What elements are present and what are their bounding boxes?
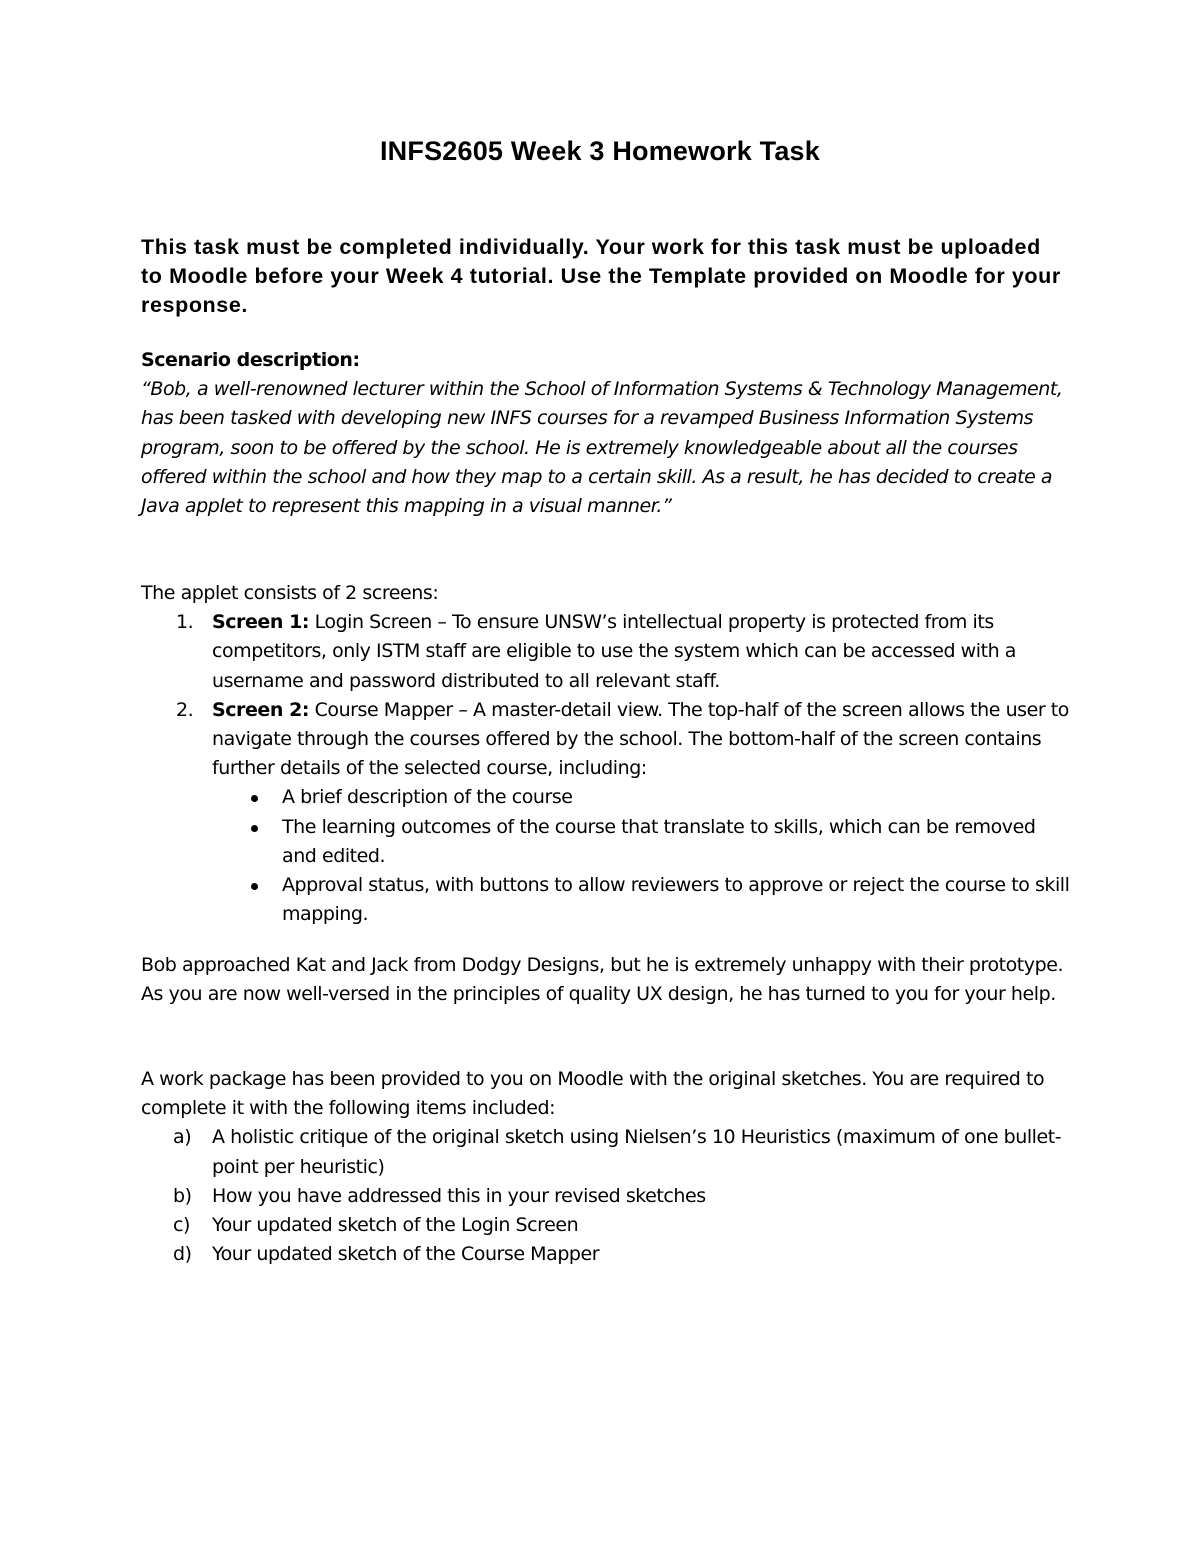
scenario-heading: Scenario description: bbox=[141, 349, 360, 371]
list-item bbox=[141, 871, 1071, 929]
list-letter: b) bbox=[173, 1184, 192, 1207]
list-number: 2. bbox=[176, 698, 194, 721]
work-package-lead: A work package has been provided to you on Moodle with the original sketches. You are required to complete it with the following items included: bbox=[141, 1068, 1045, 1120]
bullet-text: Approval status, with buttons to allow reviewers to approve or reject the course to skill mapping. bbox=[282, 874, 1070, 926]
bullet-icon bbox=[251, 825, 258, 832]
list-item-text: Your updated sketch of the Course Mapper bbox=[212, 1243, 600, 1266]
list-item-text: Your updated sketch of the Login Screen bbox=[212, 1214, 579, 1237]
intro-paragraph: This task must be completed individually. Your work for this task must be uploaded to Moodle before your Week 4 tutorial. Use the Template provided on Moodle for your response. bbox=[141, 235, 1061, 317]
list-letter: a) bbox=[173, 1126, 192, 1149]
screen-label: Screen 2: bbox=[212, 698, 309, 721]
bullet-icon bbox=[251, 883, 258, 890]
screen-label: Screen 1: bbox=[212, 611, 309, 634]
list-number: 1. bbox=[176, 611, 194, 634]
list-item bbox=[141, 1211, 1071, 1240]
screen-list-item bbox=[141, 696, 1071, 784]
applet-section bbox=[141, 579, 1071, 929]
list-item bbox=[141, 783, 1071, 812]
list-item bbox=[141, 813, 1071, 871]
scenario-quote: “Bob, a well-renowned lecturer within the School of Information Systems & Technology Management, has been tasked with developing new INFS courses for a revamped Business Information Systems program, soon to be offered by the school. He is extremely knowledgeable about all the courses offered within the school and how they map to a certain skill. As a result, he has decided to create a Java applet to represent this mapping in a visual manner.” bbox=[141, 378, 1063, 518]
work-package-section bbox=[141, 1065, 1071, 1269]
scenario-section bbox=[141, 346, 1071, 521]
list-item bbox=[141, 1240, 1071, 1269]
list-item-text: A holistic critique of the original sketch using Nielsen’s 10 Heuristics (maximum of one bullet-point per heuristic) bbox=[212, 1126, 1062, 1178]
screen-description: Course Mapper – A master-detail view. The top-half of the screen allows the user to navigate through the courses offered by the school. The bottom-half of the screen contains further details of the selected course, including: bbox=[212, 698, 1069, 780]
list-item bbox=[141, 1182, 1071, 1211]
list-item bbox=[141, 1123, 1071, 1181]
detail-bullet-list bbox=[141, 783, 1071, 929]
page-title: INFS2605 Week 3 Homework Task bbox=[379, 136, 820, 166]
bullet-icon bbox=[251, 795, 258, 802]
applet-lead: The applet consists of 2 screens: bbox=[141, 582, 439, 604]
list-letter: c) bbox=[173, 1214, 190, 1237]
list-letter: d) bbox=[173, 1243, 192, 1266]
bullet-text: A brief description of the course bbox=[282, 786, 573, 809]
bullet-text: The learning outcomes of the course that translate to skills, which can be removed and edited. bbox=[282, 815, 1036, 867]
list-item-text: How you have addressed this in your revised sketches bbox=[212, 1184, 706, 1207]
bob-paragraph: Bob approached Kat and Jack from Dodgy Designs, but he is extremely unhappy with their prototype. As you are now well-versed in the principles of quality UX design, he has turned to you for your help. bbox=[141, 954, 1064, 1006]
screen-list-item bbox=[141, 608, 1071, 696]
screen-description: Login Screen – To ensure UNSW’s intellectual property is protected from its competitors, only ISTM staff are eligible to use the system which can be accessed with a username and password distributed to all relevant staff. bbox=[212, 611, 1016, 692]
